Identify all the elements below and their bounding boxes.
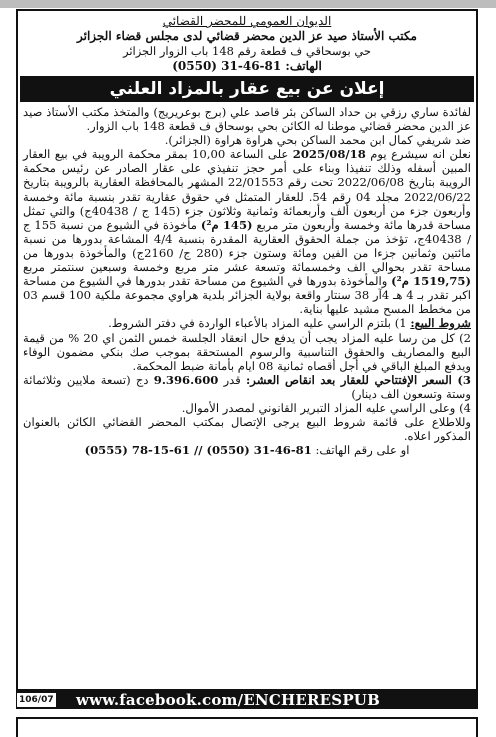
notice-title: إعلان عن بيع عقار بالمزاد العلني <box>20 76 474 102</box>
top-separator-bar <box>0 0 496 8</box>
phones-numbers: 81-46-31 (0550) // 61-15-78 (0555) <box>84 443 312 458</box>
publication-code: 106/07 <box>19 695 54 705</box>
publication-footer <box>16 691 478 709</box>
conditions-line-1 <box>23 316 471 330</box>
header-address: حي بوسحاقي ف قطعة رقم 148 باب الزوار الجزائر <box>122 44 372 58</box>
sale-date: 2025/08/18 <box>292 147 366 162</box>
notice-header <box>18 11 476 74</box>
header-office: الديوان العمومي للمحضر القضائي <box>162 14 332 28</box>
area-145: (145 م²) <box>200 217 253 232</box>
header-phone: الهاتف: 81-46-31 (0550) <box>172 59 322 73</box>
sale-text-a: نعلن انه سيشرع يوم <box>365 147 472 162</box>
opening-price: 9.396.600 <box>153 372 219 387</box>
sale-text-d: والمأخوذة بدورها في الشيوع من مساحة تقدر بدورها في الشيوع من مساحة اكبر تقدر بـ 4 هـ 4آر 38 سنتار واقعة بولاية الجزائر بلدية هراوي مجموعة ملكية 100 قسم 03 من مخطط المسح مشيد عليها بناية. <box>23 274 472 317</box>
debtor-paragraph: ضد شريفي كمال ابن محمد الساكن بحي هراوة هراوة (الجزائر). <box>164 133 471 148</box>
condition-1: 1) بلتزم الراسي عليه المزاد بالأعباء الواردة في دفتر الشروط. <box>108 316 411 331</box>
notice-body <box>18 102 476 457</box>
phones-label: او على رقم الهاتف: <box>311 443 410 458</box>
opening-price-text-b: دج (تسعة ملايين وثلاثمائة وستة وتسعون الف دينار) <box>23 372 471 401</box>
sale-text-c: مأخوذة في الشيوع من نسبة 155 ج / 40438ج، تؤخذ من جملة الحقوق العقارية المقدرة بنسبة 4/4 المشاعة بدورها من نسبة مائتين وثمانين جزءا من الفين ومائة وستون جزء (280 ج/ 2160ج) والمأخوذة بدورها من مساحة تقدر بحوالي الف وخمسمائة وتسعة عشر متر مربع وخمسة وسبعين سنتمتر مربع <box>23 217 472 275</box>
creditor-paragraph: لفائدة ساري رزقي بن حداد الساكن بئر قاصد علي (برج بوعريريج) والمتخذ مكتب الأستاذ صيد عز الدين محضر قضائي موطنا له الكائن بحي بوسحاق ف قطعة 148 باب الزوار. <box>23 105 471 134</box>
facebook-link[interactable]: www.facebook.com/ENCHERESPUB <box>76 691 380 709</box>
condition-2: 2) كل من رسا عليه المزاد يجب أن يدفع حال انعقاد الجلسة خمس الثمن اي 20 % من قيمة البيع والمصاريف والحقوق التناسبية والرسوم المستحقة بموجب صك بنكي مضمون الوفاء ويدفع المبلغ الباقي في أجل أقصاه ثمانية 08 ايام بأمانة ضبط المحكمة. <box>23 330 471 373</box>
auction-notice <box>16 9 478 691</box>
opening-price-text-a: قدر <box>218 372 247 387</box>
sale-paragraph <box>23 147 471 316</box>
sale-text-b: على الساعة 10,00 بمقر محكمة الرويبة في بيع العقار المبين أسفله وذلك تنفيذا وبناء على أمر حجز تنفيذي على عقار الصادر عن رئيس محكمة الرويبة بتاريخ 2022/06/08 تحت رقم 22/01553 المشهر بالمحافظة العقارية بالرويبة بتاريخ 2022/06/22 مجلد 04 رقم 54. للعقار المتمثل في حقوق عقارية تقدر بنسبة مائة وخمسة وأربعون جزء من أربعون ألف وأربعمائة وثمانية وثلاثون جزء (145 ج / 40438ج) والتي تمثل مساحة قدرها مائة وخمسة وأربعون متر مربع <box>23 147 472 232</box>
condition-4: 4) وعلى الراسي عليه المزاد التبرير القانوني لمصدر الأموال. <box>181 400 471 415</box>
info-paragraph: وللاطلاع على قائمة شروط البيع يرجى الإتصال بمكتب المحضر القضائي الكائن بالعنوان المذكور اعلاه. <box>23 415 471 444</box>
conditions-title: شروط البيع: <box>410 316 471 331</box>
phones-paragraph <box>23 443 471 457</box>
header-bailiff: مكتب الأستاذ صيد عز الدين محضر قضائي لدى مجلس قضاء الجزائر <box>77 29 417 43</box>
opening-price-label: 3) السعر الإفتتاحي للعقار بعد انقاص العشر: <box>246 372 471 387</box>
next-notice-frame <box>16 717 478 737</box>
condition-3 <box>23 373 471 401</box>
area-1519: (1519,75 م²) <box>391 274 472 289</box>
